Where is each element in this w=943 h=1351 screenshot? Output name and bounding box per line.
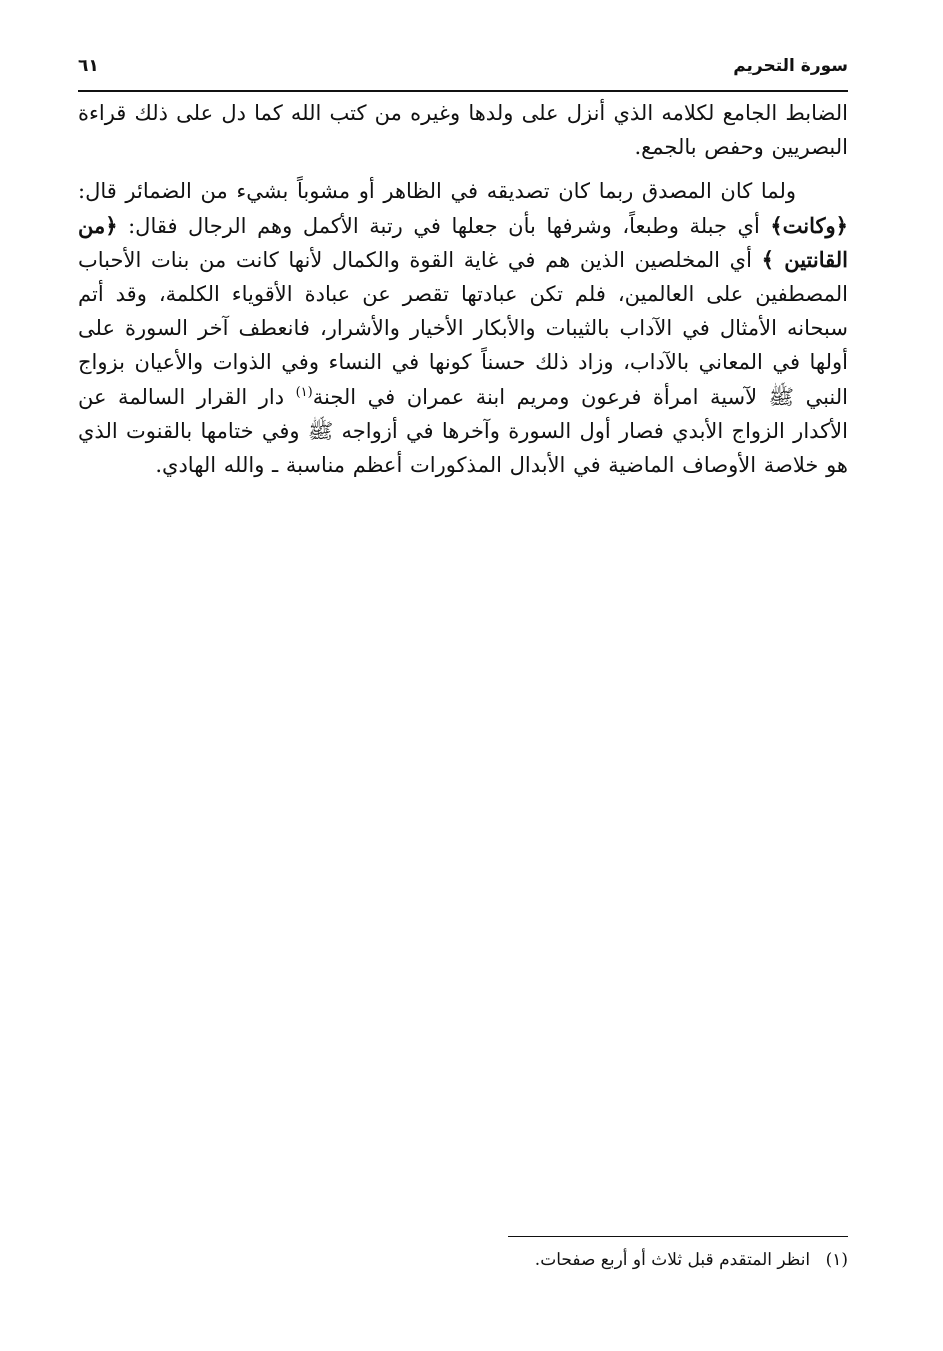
footnote-divider — [508, 1236, 848, 1237]
quran-word-kanat: ﴿وكانت﴾ — [770, 212, 848, 238]
paragraph-2-rest: أي المخلصين الذين هم في غاية القوة والكمال لأنها كانت من بنات الأحباب المصطفين على العالمين، فلم تكن عبادتها تقصر عن عبادة الأقوياء الكلمة، وقد أتم سبحانه الأمثال في الآداب بالثيبات والأبكار الأخيار والأشرار، فانعطف آخر السورة على أولها في المعاني بالآداب، وزاد ذلك حسناً كونها في النساء وفي الذوات والأعيان بزواج النبي ﷺ لآسية امرأة فرعون ومريم ابنة عمران في الجنة — [78, 247, 848, 409]
paragraph-1: الضابط الجامع لكلامه الذي أنزل على ولدها وغيره من كتب الله كما دل على ذلك قراءة البصريين وحفص بالجمع. — [78, 101, 848, 160]
footnote-reference[interactable]: (١) — [295, 384, 313, 400]
quran-word-qanitin: ﴿من القانتين ﴾ — [78, 212, 848, 272]
footnote-number: (١) — [825, 1250, 848, 1270]
paragraph-2 — [78, 174, 848, 482]
main-text — [78, 96, 848, 482]
header-divider — [78, 90, 848, 92]
footnote — [148, 1246, 848, 1274]
page-number: ٦١ — [78, 56, 99, 76]
page-header — [78, 52, 848, 88]
surah-title: سورة التحريم — [733, 56, 848, 76]
paragraph-2-end: دار القرار السالمة عن الأكدار الزواج الأبدي فصار أول السورة وآخرها في أزواجه ﷺ وفي ختامها بالقنوت الذي هو خلاصة الأوصاف الماضية في الأبدال المذكورات أعظم مناسبة ـ والله الهادي. — [78, 384, 848, 478]
paragraph-2-intro: ولما كان المصدق ربما كان تصديقه في الظاهر أو مشوباً بشيء من الضمائر قال: — [78, 179, 796, 204]
footnote-text: انظر المتقدم قبل ثلاث أو أربع صفحات. — [534, 1250, 811, 1270]
paragraph-2-mid: أي جبلة وطبعاً، وشرفها بأن جعلها في رتبة الأكمل وهم الرجال فقال: — [128, 213, 760, 238]
